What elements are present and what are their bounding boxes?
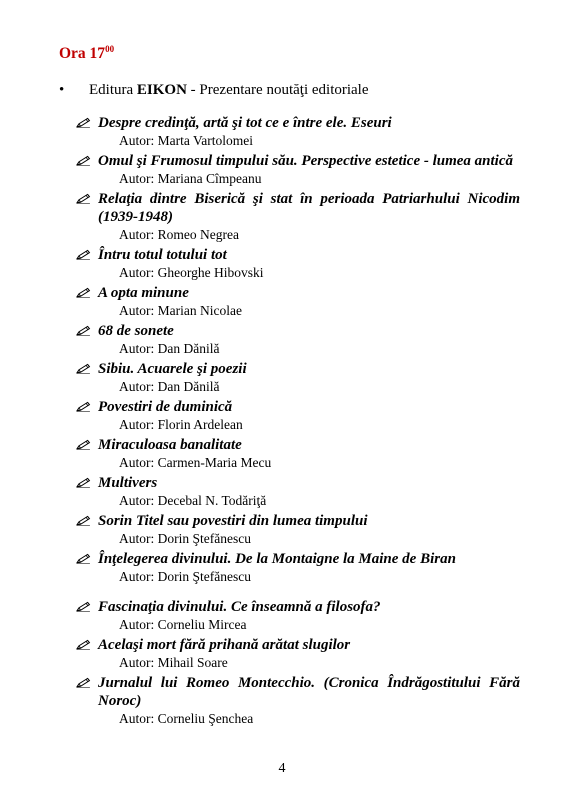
pencil-icon <box>76 399 98 417</box>
book-entry <box>76 360 520 395</box>
book-author: Autor: Dan Dănilă <box>119 341 220 356</box>
book-entry <box>76 190 520 243</box>
book-entry <box>76 598 520 633</box>
pencil-icon <box>76 191 98 209</box>
book-author: Autor: Mihail Soare <box>119 655 228 670</box>
book-author: Autor: Corneliu Mircea <box>119 617 247 632</box>
book-title: Miraculoasa banalitate <box>98 437 242 453</box>
pencil-icon <box>76 323 98 341</box>
pencil-icon <box>76 513 98 531</box>
book-entry <box>76 436 520 471</box>
publisher-name: EIKON <box>136 82 187 98</box>
book-title: Sorin Titel sau povestiri din lumea timpului <box>98 513 368 529</box>
book-title: Sibiu. Acuarele şi poezii <box>98 361 247 377</box>
pencil-icon <box>76 637 98 655</box>
book-entry <box>76 398 520 433</box>
book-entry <box>76 152 520 187</box>
book-author: Autor: Corneliu Şenchea <box>119 711 254 726</box>
book-title: Fascinaţia divinului. Ce înseamnă a filosofa? <box>98 599 381 615</box>
pencil-icon <box>76 675 98 693</box>
book-entry <box>76 636 520 671</box>
book-title: Acelaşi mort fără prihană arătat slugilor <box>98 637 351 653</box>
book-entry <box>76 322 520 357</box>
book-author: Autor: Dorin Ştefănescu <box>119 569 251 584</box>
pencil-icon <box>76 153 98 171</box>
book-author: Autor: Romeo Negrea <box>119 227 239 242</box>
heading-superscript: 00 <box>105 44 115 54</box>
book-title: Jurnalul lui Romeo Montecchio. (Cronica Îndrăgostitului Fără Noroc) <box>98 675 520 709</box>
book-entry <box>76 114 520 149</box>
book-author: Autor: Carmen-Maria Mecu <box>119 455 272 470</box>
book-author: Autor: Gheorghe Hibovski <box>119 265 264 280</box>
book-title: Întru totul totului tot <box>98 247 227 263</box>
pencil-icon <box>76 599 98 617</box>
publisher-prefix: Editura <box>89 82 137 98</box>
publisher-line <box>59 82 519 99</box>
pencil-icon <box>76 285 98 303</box>
book-author: Autor: Florin Ardelean <box>119 417 243 432</box>
book-title: Relaţia dintre Biserică şi stat în perioada Patriarhului Nicodim (1939-1948) <box>98 191 520 225</box>
bullet-icon: • <box>59 82 65 98</box>
publisher-description: - Prezentare noutăţi editoriale <box>186 82 369 98</box>
book-title: Omul şi Frumosul timpului său. Perspective estetice - lumea antică <box>98 153 514 169</box>
pencil-icon <box>76 551 98 569</box>
book-entry <box>76 512 520 547</box>
pencil-icon <box>76 437 98 455</box>
book-title: Despre credinţă, artă şi tot ce e între ele. Eseuri <box>98 115 392 131</box>
book-entry <box>76 474 520 509</box>
book-entry <box>76 246 520 281</box>
pencil-icon <box>76 361 98 379</box>
book-title: 68 de sonete <box>98 323 174 339</box>
book-author: Autor: Dorin Ştefănescu <box>119 531 251 546</box>
book-list <box>76 114 520 730</box>
pencil-icon <box>76 247 98 265</box>
book-author: Autor: Dan Dănilă <box>119 379 220 394</box>
book-author: Autor: Marian Nicolae <box>119 303 242 318</box>
session-heading <box>59 44 114 63</box>
book-title: Înţelegerea divinului. De la Montaigne la Maine de Biran <box>98 551 456 567</box>
page-number: 4 <box>278 761 286 776</box>
book-author: Autor: Mariana Cîmpeanu <box>119 171 262 186</box>
book-entry <box>76 284 520 319</box>
pencil-icon <box>76 115 98 133</box>
pencil-icon <box>76 475 98 493</box>
heading-time: Ora 17 <box>59 45 106 62</box>
book-title: Multivers <box>98 475 158 491</box>
book-title: A opta minune <box>98 285 189 301</box>
book-title: Povestiri de duminică <box>98 399 233 415</box>
book-author: Autor: Decebal N. Todăriţă <box>119 493 267 508</box>
book-entry <box>76 674 520 727</box>
book-author: Autor: Marta Vartolomei <box>119 133 253 148</box>
book-entry <box>76 550 520 585</box>
